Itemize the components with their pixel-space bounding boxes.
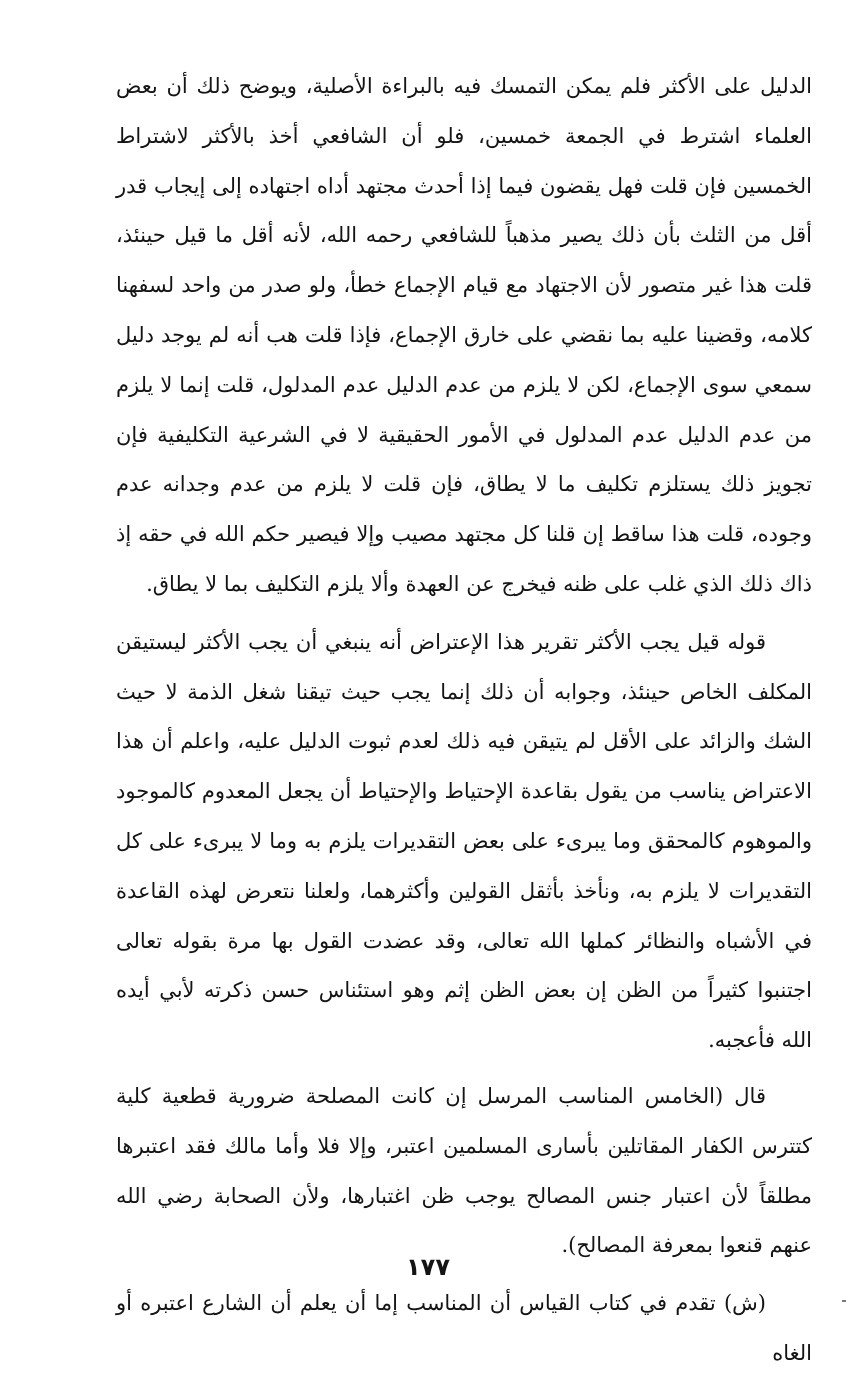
paragraph-2: قوله قيل يجب الأكثر تقرير هذا الإعتراض أنه ينبغي أن يجب الأكثر ليستيقن المكلف الخاص حينئذ، وجوابه أن ذلك إنما يجب حيث تيقنا شغل الذمة لا حيث الشك والزائد على الأقل لم يتيقن فيه ذلك لعدم ثبوت الدليل عليه، واعلم أن هذا الاعتراض يناسب من يقول بقاعدة الإحتياط والإحتياط أن يجعل المعدوم كالموجود والموهوم كالمحقق وما يبرىء على بعض التقديرات يلزم به وما لا يبرىء على كل التقديرات لا يلزم به، ونأخذ بأثقل القولين وأكثرهما، ولعلنا نتعرض لهذه القاعدة في الأشباه والنظائر كملها الله تعالى، وقد عضدت القول بها مرة بقوله تعالى اجتنبوا كثيراً من الظن إن بعض الظن إثم وهو استئناس حسن ذكرته لأبي أيده الله فأعجبه. bbox=[116, 629, 812, 1053]
paragraph-4: (ش) تقدم في كتاب القياس أن المناسب إما أن يعلم أن الشارع اعتبره أو الغاه bbox=[116, 1291, 812, 1365]
paragraph-3: قال (الخامس المناسب المرسل إن كانت المصلحة ضرورية قطعية كلية كتترس الكفار المقاتلين بأسارى المسلمين اعتبر، وإلا فلا وأما مالك فقد اعتبرها مطلقاً لأن اعتبار جنس المصالح يوجب ظن اغتبارها، ولأن الصحابة رضي الله عنهم قنعوا بمعرفة المصالح). bbox=[116, 1083, 812, 1258]
page-number: ١٧٧ bbox=[406, 1253, 450, 1281]
paragraph-1: الدليل على الأكثر فلم يمكن التمسك فيه بالبراءة الأصلية، ويوضح ذلك أن بعض العلماء اشترط في الجمعة خمسين، فلو أن الشافعي أخذ بالأكثر لاشتراط الخمسين فإن قلت فهل يقضون فيما إذا أحدث مجتهد أداه اجتهاده إلى إيجاب قدر أقل من الثلث بأن ذلك يصير مذهباً للشافعي رحمه الله، لأنه أقل ما قيل حينئذ، قلت هذا غير متصور لأن الاجتهاد مع قيام الإجماع خطأ، ولو صدر من واحد لسفهنا كلامه، وقضينا عليه بما نقضي على خارق الإجماع، فإذا قلت هب أنه لم يوجد دليل سمعي سوى الإجماع، لكن لا يلزم من عدم الدليل عدم المدلول، قلت إنما لا يلزم من عدم الدليل عدم المدلول في الأمور الحقيقية لا في الشرعية التكليفية فإن تجويز ذلك يستلزم تكليف ما لا يطاق، فإن قلت لا يلزم من عدم وجدانه عدم وجوده، قلت هذا ساقط إن قلنا كل مجتهد مصيب وإلا فيصير حكم الله في حقه إذ ذاك ذلك الذي غلب على ظنه فيخرج عن العهدة وألا يلزم التكليف بما لا يطاق. bbox=[116, 74, 812, 596]
scan-mark bbox=[842, 1300, 846, 1302]
